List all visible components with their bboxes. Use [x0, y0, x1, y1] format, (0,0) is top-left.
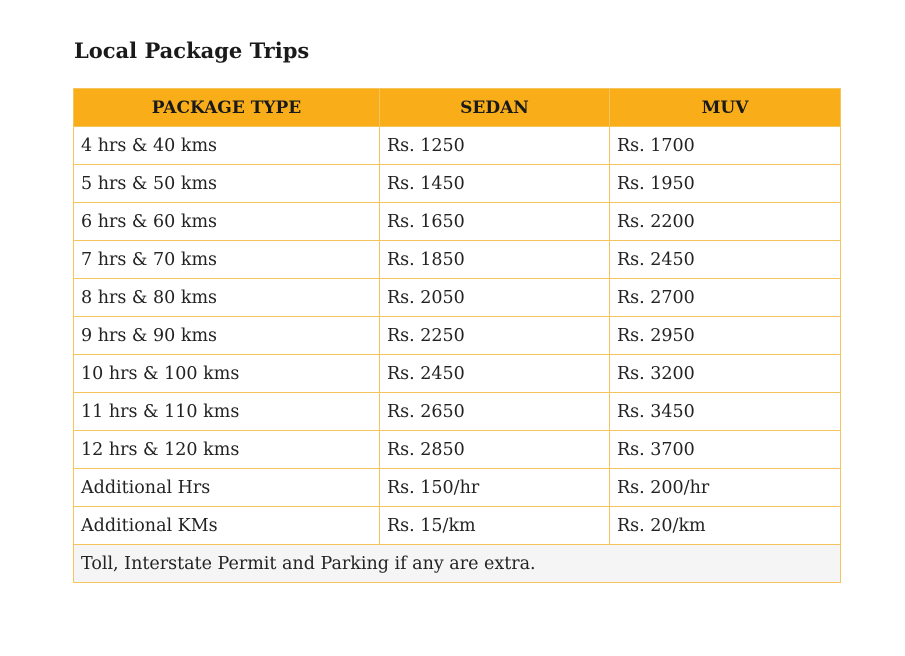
muv-price-cell: Rs. 1700 — [610, 127, 841, 165]
table-row — [74, 431, 841, 469]
muv-price-cell: Rs. 3200 — [610, 355, 841, 393]
table-row — [74, 355, 841, 393]
muv-price-cell: Rs. 20/km — [610, 507, 841, 545]
table-row — [74, 279, 841, 317]
package-type-cell: 8 hrs & 80 kms — [74, 279, 380, 317]
page-title: Local Package Trips — [74, 38, 310, 63]
package-type-cell: 11 hrs & 110 kms — [74, 393, 380, 431]
package-type-cell: 6 hrs & 60 kms — [74, 203, 380, 241]
package-type-cell: 12 hrs & 120 kms — [74, 431, 380, 469]
extra-charges-note: Toll, Interstate Permit and Parking if any are extra. — [74, 545, 841, 583]
sedan-price-cell: Rs. 150/hr — [380, 469, 610, 507]
table-note-row — [74, 545, 841, 583]
table-row — [74, 317, 841, 355]
sedan-price-cell: Rs. 1250 — [380, 127, 610, 165]
sedan-price-cell: Rs. 15/km — [380, 507, 610, 545]
muv-price-cell: Rs. 1950 — [610, 165, 841, 203]
package-type-cell: Additional KMs — [74, 507, 380, 545]
header-package-type: PACKAGE TYPE — [74, 89, 380, 127]
table-row — [74, 127, 841, 165]
package-type-cell: 4 hrs & 40 kms — [74, 127, 380, 165]
package-pricing-table — [73, 88, 841, 583]
package-type-cell: 7 hrs & 70 kms — [74, 241, 380, 279]
table-row — [74, 241, 841, 279]
package-type-cell: 5 hrs & 50 kms — [74, 165, 380, 203]
table-row — [74, 203, 841, 241]
package-type-cell: 10 hrs & 100 kms — [74, 355, 380, 393]
package-type-cell: 9 hrs & 90 kms — [74, 317, 380, 355]
muv-price-cell: Rs. 3700 — [610, 431, 841, 469]
sedan-price-cell: Rs. 1650 — [380, 203, 610, 241]
sedan-price-cell: Rs. 2250 — [380, 317, 610, 355]
package-type-cell: Additional Hrs — [74, 469, 380, 507]
muv-price-cell: Rs. 200/hr — [610, 469, 841, 507]
table-row — [74, 165, 841, 203]
table-row — [74, 469, 841, 507]
sedan-price-cell: Rs. 2850 — [380, 431, 610, 469]
muv-price-cell: Rs. 2200 — [610, 203, 841, 241]
sedan-price-cell: Rs. 2050 — [380, 279, 610, 317]
muv-price-cell: Rs. 2950 — [610, 317, 841, 355]
sedan-price-cell: Rs. 2450 — [380, 355, 610, 393]
muv-price-cell: Rs. 2450 — [610, 241, 841, 279]
sedan-price-cell: Rs. 1450 — [380, 165, 610, 203]
table-header-row — [74, 89, 841, 127]
muv-price-cell: Rs. 3450 — [610, 393, 841, 431]
muv-price-cell: Rs. 2700 — [610, 279, 841, 317]
sedan-price-cell: Rs. 1850 — [380, 241, 610, 279]
table-row — [74, 393, 841, 431]
header-muv: MUV — [610, 89, 841, 127]
header-sedan: SEDAN — [380, 89, 610, 127]
table-row — [74, 507, 841, 545]
sedan-price-cell: Rs. 2650 — [380, 393, 610, 431]
